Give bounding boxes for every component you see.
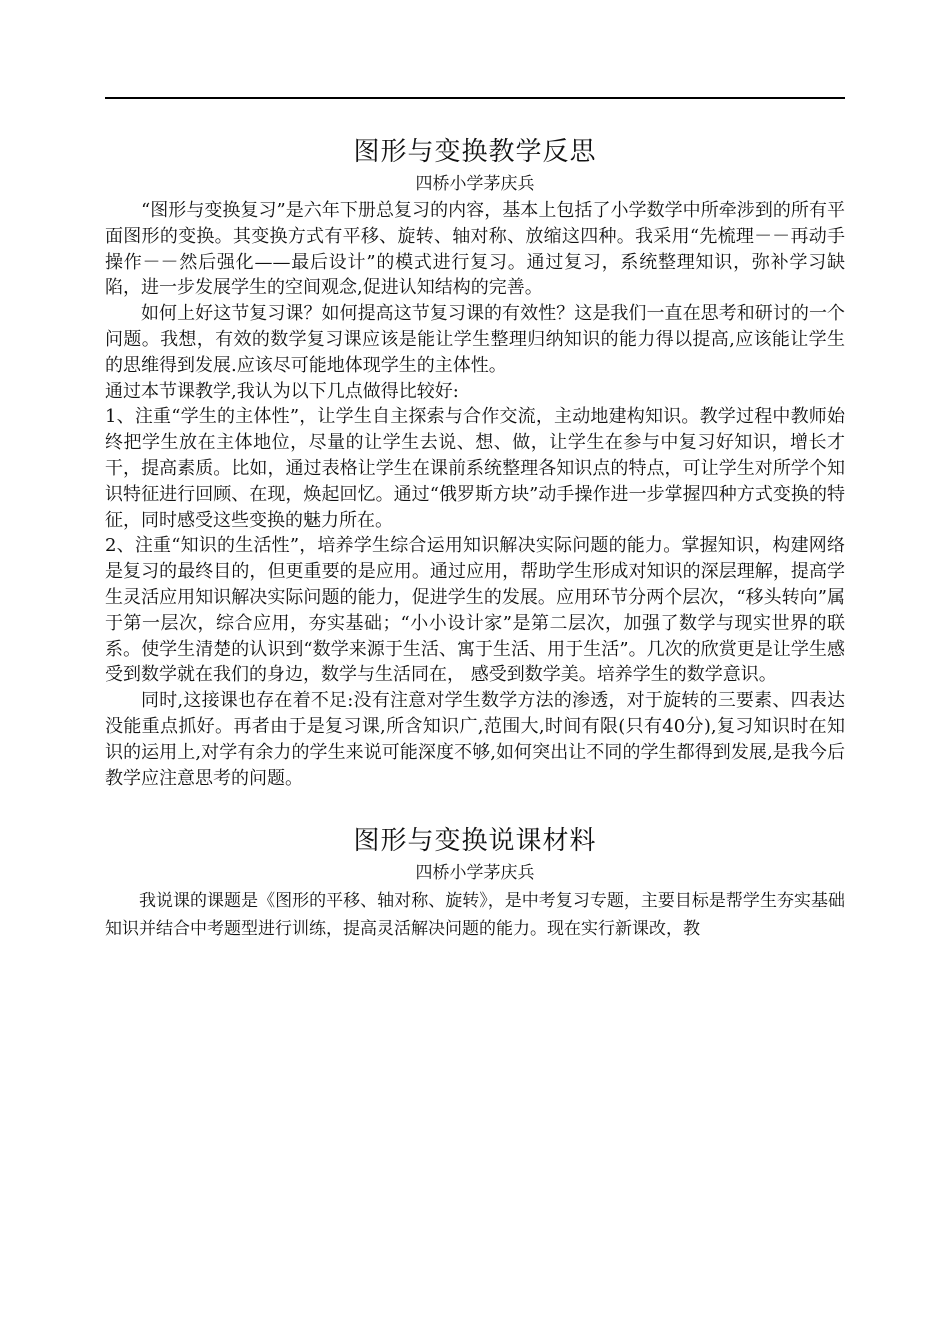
- paragraph: 我说课的课题是《图形的平移、轴对称、旋转》，是中考复习专题，主要目标是帮学生夯实基础知识并结合中考题型进行训练，提高灵活解决问题的能力。现在实行新课改，教: [105, 891, 845, 940]
- paragraph: 同时,这接课也存在着不足:没有注意对学生数学方法的渗透，对于旋转的三要素、四表达没能重点抓好。再者由于是复习课,所含知识广,范围大,时间有限(只有40分),复习知识时在知识的运用上,对学有余力的学生来说可能深度不够,如何突出让不同的学生都得到发展,是我今后教学应注意思考的问题。: [105, 690, 845, 789]
- header-rule: [105, 97, 845, 99]
- paragraph: 2、注重“知识的生活性”，培养学生综合运用知识解决实际问题的能力。掌握知识，构建网络是复习的最终目的，但更重要的是应用。通过应用，帮助学生形成对知识的深层理解，提高学生灵活应用知识解决实际问题的能力，促进学生的发展。应用环节分两个层次，“移头转向”属于第一层次，综合应用，夯实基础；“小小设计家”是第二层次，加强了数学与现实世界的联系。使学生清楚的认识到“数学来源于生活、寓于生活、用于生活”。几次的欣赏更是让学生感受到数学就在我们的身边，数学与生活同在， 感受到数学美。培养学生的数学意识。: [105, 535, 845, 686]
- paragraph: 通过本节课教学,我认为以下几点做得比较好:: [105, 380, 459, 402]
- section-gap: [105, 791, 845, 821]
- second-document-author: 四桥小学茅庆兵: [415, 863, 535, 884]
- paragraph: 1、注重“学生的主体性”，让学生自主探索与合作交流，主动地建构知识。教学过程中教师始终把学生放在主体地位，尽量的让学生去说、想、做，让学生在参与中复习好知识，增长才干，提高素质。比如，通过表格让学生在课前系统整理各知识点的特点，可让学生对所学个知识特征进行回顾、在现，焕起回忆。通过“俄罗斯方块”动手操作进一步掌握四种方式变换的特征，同时感受这些变换的魅力所在。: [105, 406, 845, 531]
- second-document-title: 图形与变换说课材料: [353, 826, 597, 857]
- document-title: 图形与变换教学反思: [353, 137, 597, 167]
- document-author: 四桥小学茅庆兵: [415, 174, 535, 194]
- document-page: [105, 132, 845, 943]
- paragraph: 如何上好这节复习课？如何提高这节复习课的有效性？这是我们一直在思考和研讨的一个问题。我想，有效的数学复习课应该是能让学生整理归纳知识的能力得以提高,应该能让学生的思维得到发展.应该尽可能地体现学生的主体性。: [105, 303, 845, 376]
- paragraph: “图形与变换复习”是六年下册总复习的内容，基本上包括了小学数学中所牵涉到的所有平面图形的变换。其变换方式有平移、旋转、轴对称、放缩这四种。我采用“先梳理－－再动手操作－－然后强化——最后设计”的模式进行复习。通过复习，系统整理知识，弥补学习缺陷，进一步发展学生的空间观念,促进认知结构的完善。: [105, 200, 845, 299]
